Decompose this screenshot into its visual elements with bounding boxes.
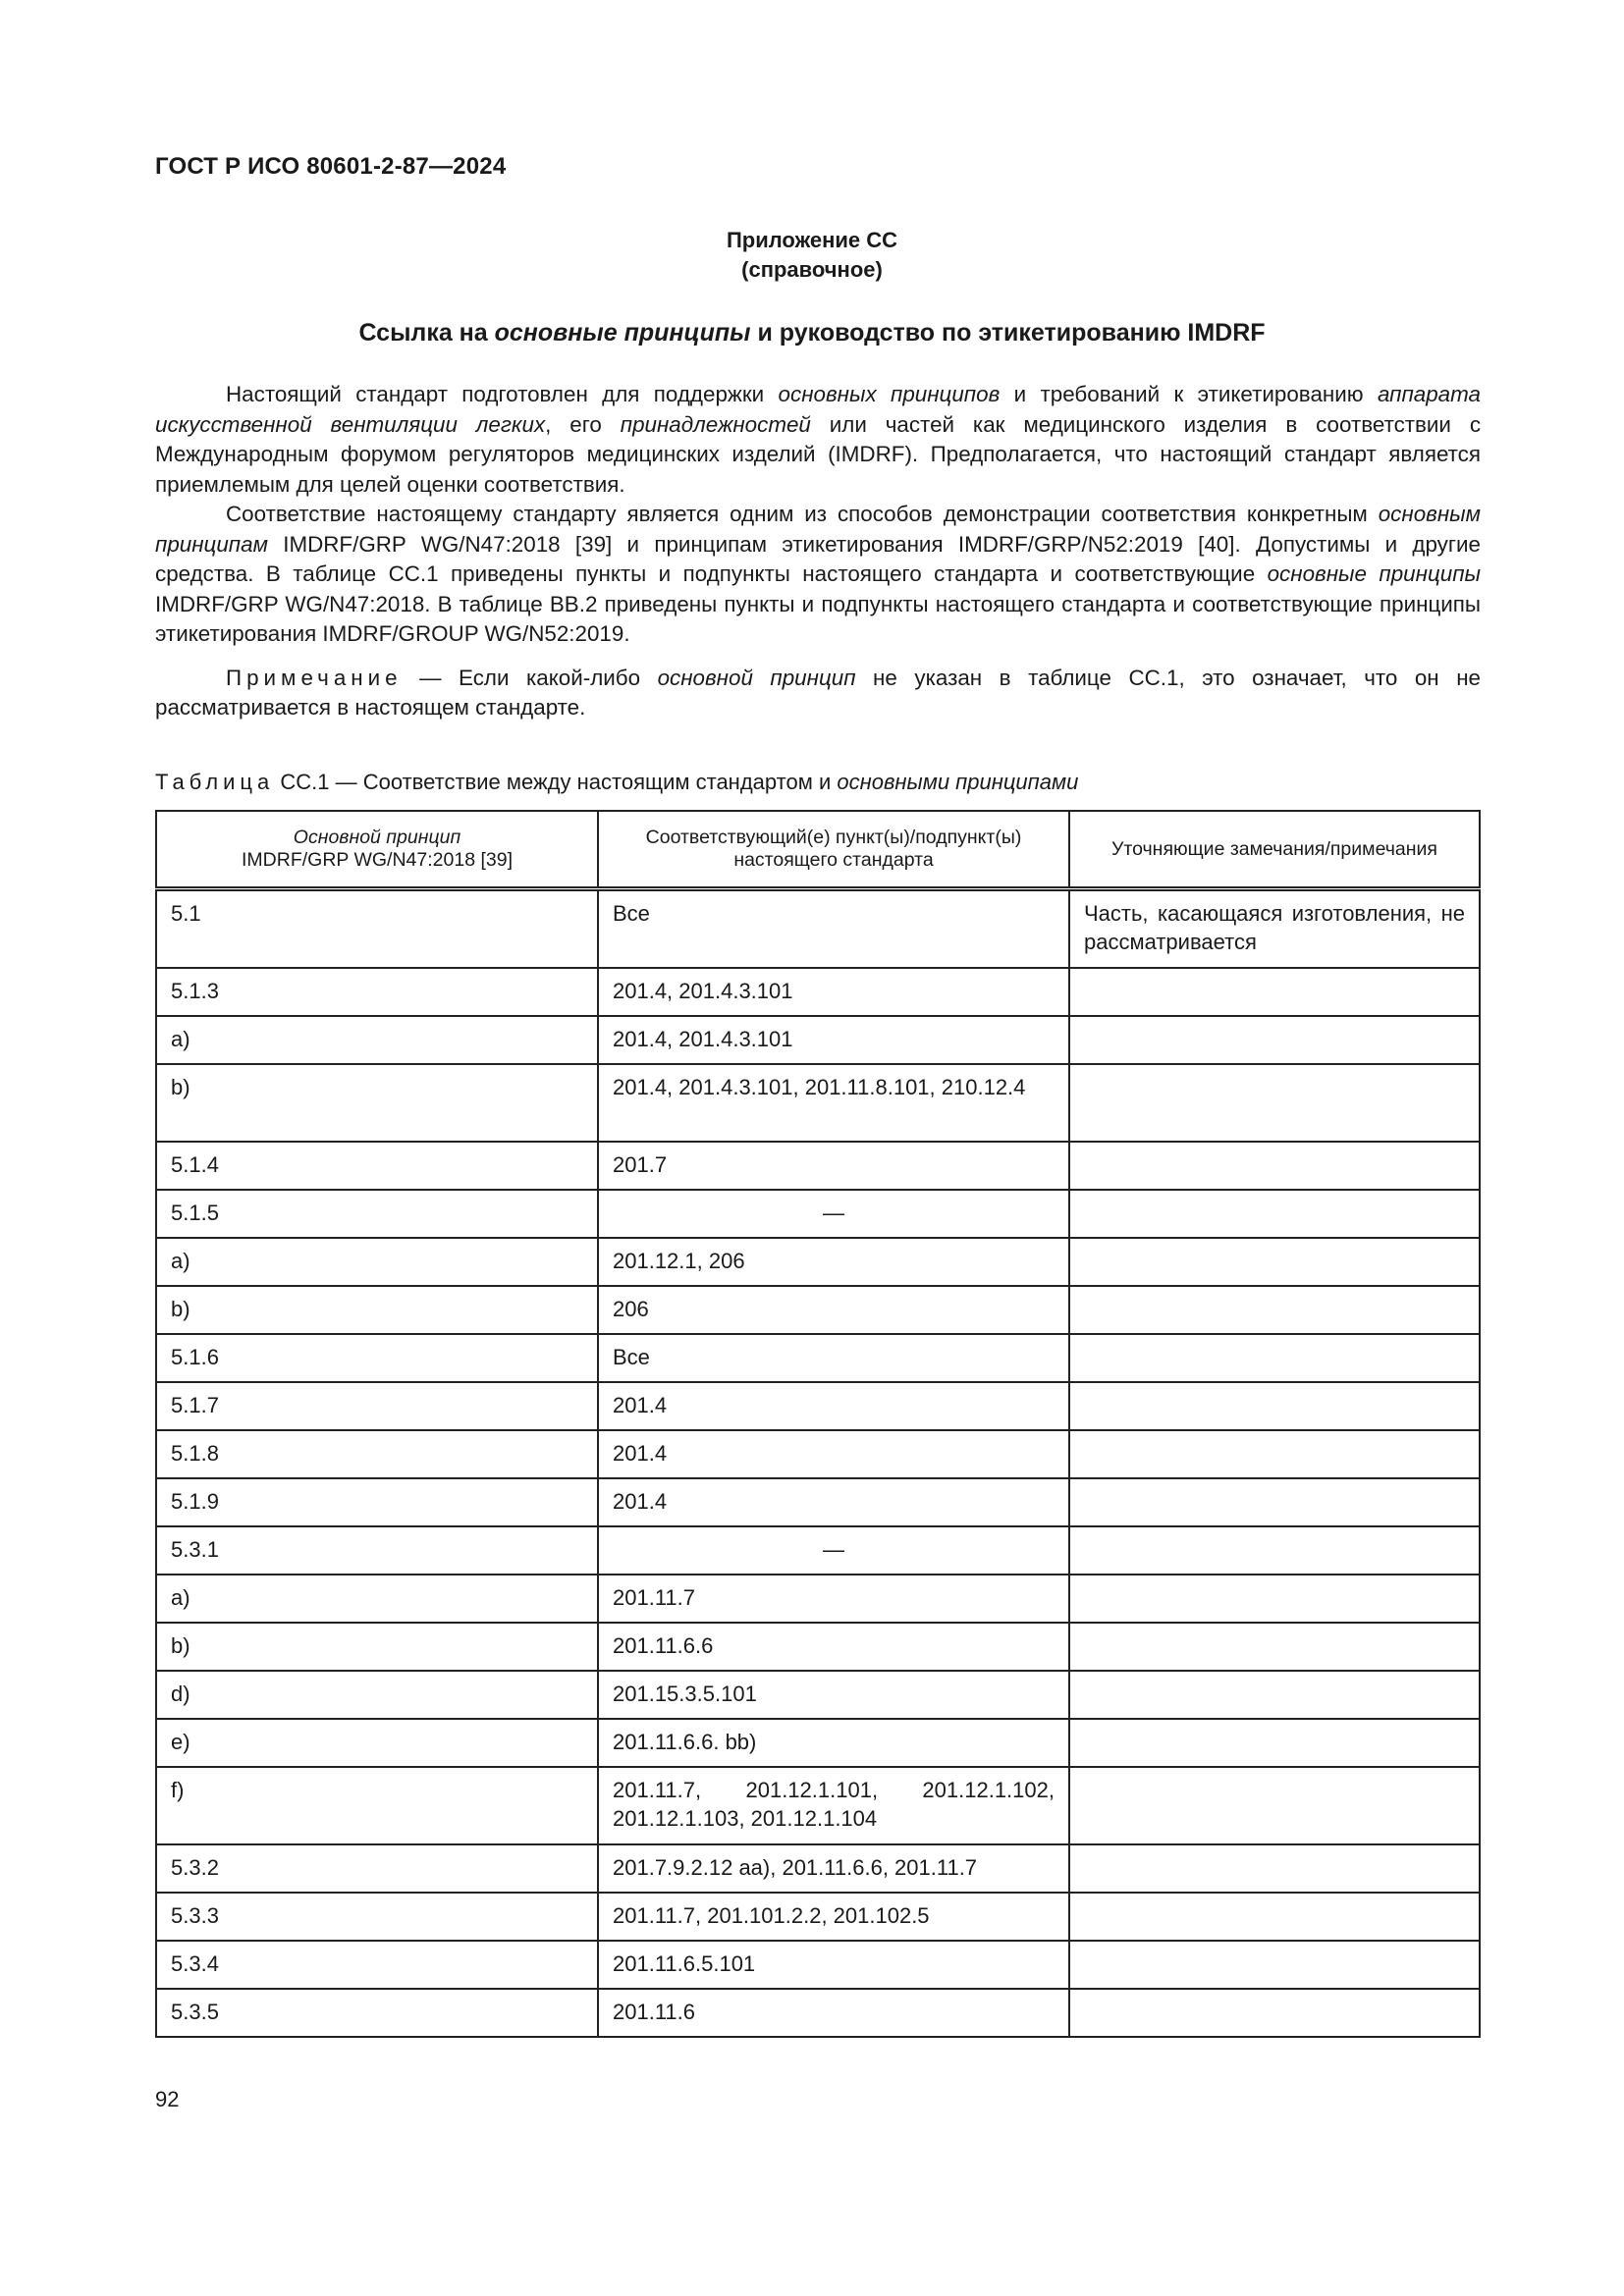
annex-title-post: и руководство по этикетированию IMDRF xyxy=(750,319,1266,347)
cell-remarks xyxy=(1069,1989,1480,2037)
text-run-italic: основные принципы xyxy=(1267,561,1481,586)
annex-title-pre: Ссылка на xyxy=(358,319,495,347)
cell-clauses: 201.11.6.6. bb) xyxy=(598,1719,1069,1767)
cell-principle: f) xyxy=(156,1767,598,1844)
table-row xyxy=(156,1478,1480,1526)
cell-remarks xyxy=(1069,1623,1480,1671)
cell-clauses: 201.11.6.5.101 xyxy=(598,1941,1069,1989)
table-row xyxy=(156,1286,1480,1334)
cell-principle: a) xyxy=(156,1016,598,1064)
cell-principle: 5.1.9 xyxy=(156,1478,598,1526)
cell-principle: 5.3.5 xyxy=(156,1989,598,2037)
table-row xyxy=(156,1671,1480,1719)
intro-paragraph-1 xyxy=(155,380,1481,500)
cell-principle: b) xyxy=(156,1623,598,1671)
cell-principle: 5.1 xyxy=(156,889,598,969)
table-row xyxy=(156,1190,1480,1238)
cell-clauses: 201.15.3.5.101 xyxy=(598,1671,1069,1719)
table-row xyxy=(156,1382,1480,1430)
cell-remarks xyxy=(1069,1893,1480,1941)
annex-type: (справочное) xyxy=(741,257,883,282)
annex-label: Приложение СС xyxy=(726,228,898,252)
cell-remarks xyxy=(1069,1382,1480,1430)
cell-remarks xyxy=(1069,1334,1480,1382)
cell-remarks xyxy=(1069,1016,1480,1064)
cell-clauses: 201.11.7, 201.12.1.101, 201.12.1.102, 201.12.1.103, 201.12.1.104 xyxy=(598,1767,1069,1844)
table-row xyxy=(156,1989,1480,2037)
cell-remarks xyxy=(1069,1430,1480,1478)
table-row xyxy=(156,1430,1480,1478)
header-principle-em: Основной принцип xyxy=(293,827,461,848)
cell-principle: 5.1.3 xyxy=(156,968,598,1016)
intro-text xyxy=(155,380,1481,723)
intro-note xyxy=(155,664,1481,723)
table-caption-em: основными принципами xyxy=(837,770,1079,794)
cell-remarks xyxy=(1069,1478,1480,1526)
text-run-italic: принадлежностей xyxy=(620,411,811,437)
header-principle xyxy=(156,811,598,889)
text-run-italic: аппарата искусственной вентиляции легких xyxy=(155,382,1481,437)
cell-clauses: 201.4, 201.4.3.101, 201.11.8.101, 210.12.4 xyxy=(598,1064,1069,1142)
cell-principle: e) xyxy=(156,1719,598,1767)
cell-principle: a) xyxy=(156,1575,598,1623)
cell-clauses: 201.4 xyxy=(598,1478,1069,1526)
text-run-italic: основным принципам xyxy=(155,502,1481,557)
cell-principle: 5.1.7 xyxy=(156,1382,598,1430)
cell-remarks xyxy=(1069,1844,1480,1893)
cell-principle: 5.3.1 xyxy=(156,1526,598,1575)
cell-clauses: 201.4, 201.4.3.101 xyxy=(598,1016,1069,1064)
text-run-italic: основных принципов xyxy=(778,382,1001,406)
standard-designation: ГОСТ Р ИСО 80601-2-87—2024 xyxy=(155,153,507,180)
cell-remarks xyxy=(1069,1142,1480,1190)
cell-remarks xyxy=(1069,1719,1480,1767)
annex-heading xyxy=(0,226,1624,285)
cell-principle: 5.1.4 xyxy=(156,1142,598,1190)
cell-principle: b) xyxy=(156,1286,598,1334)
cell-remarks xyxy=(1069,1767,1480,1844)
table-row xyxy=(156,1575,1480,1623)
table-caption-label: Таблица xyxy=(155,770,275,794)
cell-remarks xyxy=(1069,1064,1480,1142)
cell-clauses: 201.11.6.6 xyxy=(598,1623,1069,1671)
cell-clauses: 201.11.7 xyxy=(598,1575,1069,1623)
cell-remarks xyxy=(1069,1575,1480,1623)
cell-principle: 5.1.5 xyxy=(156,1190,598,1238)
table-row xyxy=(156,1064,1480,1142)
text-run: IMDRF/GRP WG/N47:2018 [39] и принципам этикетирования IMDRF/GRP/N52:2019 [40]. Допустимы и другие средства. В таблице СС.1 приведены пункты и подпункты настоящего стандарта и соответствующие xyxy=(155,531,1481,586)
table-row xyxy=(156,1719,1480,1767)
cell-remarks xyxy=(1069,1671,1480,1719)
intro-paragraph-2 xyxy=(155,500,1481,650)
table-row xyxy=(156,1238,1480,1286)
cell-clauses: — xyxy=(598,1190,1069,1238)
cell-clauses: 206 xyxy=(598,1286,1069,1334)
cell-clauses: 201.11.6 xyxy=(598,1989,1069,2037)
cell-remarks xyxy=(1069,1526,1480,1575)
table-row xyxy=(156,1941,1480,1989)
correspondence-table xyxy=(155,810,1481,2038)
cell-principle: 5.3.3 xyxy=(156,1893,598,1941)
header-clauses: Соответствующий(е) пункт(ы)/подпункт(ы) настоящего стандарта xyxy=(598,811,1069,889)
text-run: и требований к этикетированию xyxy=(1000,382,1378,406)
table-row xyxy=(156,1893,1480,1941)
cell-clauses: 201.7.9.2.12 aa), 201.11.6.6, 201.11.7 xyxy=(598,1844,1069,1893)
cell-remarks: Часть, касающаяся изготовления, не рассматривается xyxy=(1069,889,1480,969)
text-run: не указан в таблице СС.1, это означает, что он не рассматривается в настоящем стандарте. xyxy=(155,665,1482,720)
table-caption xyxy=(155,770,1078,795)
cell-principle: 5.1.8 xyxy=(156,1430,598,1478)
page-number: 92 xyxy=(155,2087,180,2111)
annex-title xyxy=(0,319,1624,347)
table-row xyxy=(156,1334,1480,1382)
text-run: или частей как медицинского изделия в соответствии с Международным форумом регуляторов медицинских изделий (IMDRF). Предполагается, что настоящий стандарт является приемлемым для целей оценки соответствия. xyxy=(155,411,1482,497)
cell-remarks xyxy=(1069,1286,1480,1334)
text-run: , его xyxy=(545,411,621,437)
cell-remarks xyxy=(1069,968,1480,1016)
cell-clauses: 201.11.7, 201.101.2.2, 201.102.5 xyxy=(598,1893,1069,1941)
cell-principle: a) xyxy=(156,1238,598,1286)
header-principle-sub: IMDRF/GRP WG/N47:2018 [39] xyxy=(242,849,513,871)
header-remarks: Уточняющие замечания/примечания xyxy=(1069,811,1480,889)
text-run: Настоящий стандарт подготовлен для поддержки xyxy=(226,382,779,406)
cell-clauses: 201.12.1, 206 xyxy=(598,1238,1069,1286)
table-caption-text: СС.1 — Соответствие между настоящим стандартом и xyxy=(274,770,838,794)
cell-clauses: 201.4, 201.4.3.101 xyxy=(598,968,1069,1016)
cell-clauses: 201.4 xyxy=(598,1430,1069,1478)
cell-principle: d) xyxy=(156,1671,598,1719)
cell-principle: b) xyxy=(156,1064,598,1142)
table-row xyxy=(156,1526,1480,1575)
note-label: Примечание xyxy=(226,665,403,690)
cell-principle: 5.1.6 xyxy=(156,1334,598,1382)
text-run: Соответствие настоящему стандарту является одним из способов демонстрации соответствия конкретным xyxy=(226,502,1379,526)
cell-clauses: 201.7 xyxy=(598,1142,1069,1190)
cell-remarks xyxy=(1069,1190,1480,1238)
cell-remarks xyxy=(1069,1238,1480,1286)
cell-principle: 5.3.4 xyxy=(156,1941,598,1989)
annex-title-em: основные принципы xyxy=(494,319,751,347)
table-row xyxy=(156,889,1480,969)
cell-principle: 5.3.2 xyxy=(156,1844,598,1893)
table-header-row xyxy=(156,811,1480,889)
cell-remarks xyxy=(1069,1941,1480,1989)
table-row xyxy=(156,1623,1480,1671)
table-row xyxy=(156,1767,1480,1844)
text-run: IMDRF/GRP WG/N47:2018. В таблице ВВ.2 приведены пункты и подпункты настоящего стандарта и соответствующие принципы этикетирования IMDRF/GROUP WG/N52:2019. xyxy=(155,591,1481,646)
cell-clauses: Все xyxy=(598,1334,1069,1382)
cell-clauses: 201.4 xyxy=(598,1382,1069,1430)
table-row xyxy=(156,1142,1480,1190)
table-row xyxy=(156,1016,1480,1064)
text-run-italic: основной принцип xyxy=(657,665,856,690)
table-row xyxy=(156,968,1480,1016)
text-run: — Если какой-либо xyxy=(402,665,658,690)
cell-clauses: — xyxy=(598,1526,1069,1575)
cell-clauses: Все xyxy=(598,889,1069,969)
table-row xyxy=(156,1844,1480,1893)
